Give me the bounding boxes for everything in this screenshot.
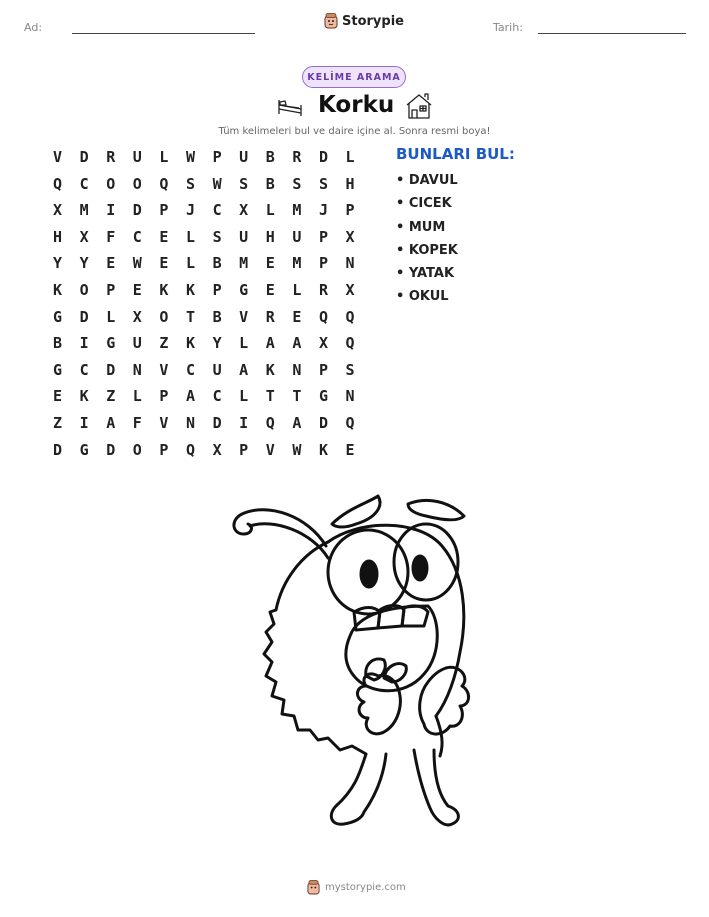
grid-letter[interactable]: D — [318, 413, 328, 432]
grid-letter[interactable]: W — [132, 254, 142, 273]
grid-letter[interactable]: E — [265, 254, 275, 273]
grid-letter[interactable]: U — [132, 148, 142, 166]
grid-letter[interactable]: Q — [53, 174, 63, 193]
grid-letter[interactable]: X — [345, 280, 355, 299]
grid-letter[interactable]: T — [265, 387, 275, 406]
grid-letter[interactable]: B — [212, 307, 222, 326]
grid-letter[interactable]: S — [292, 174, 302, 193]
page-title: Korku — [318, 92, 395, 118]
grid-letter[interactable]: K — [53, 280, 63, 299]
grid-letter[interactable]: J — [185, 201, 195, 220]
word-list — [396, 172, 458, 312]
grid-letter[interactable]: V — [53, 148, 63, 166]
grid-letter[interactable]: A — [106, 413, 116, 432]
grid-letter[interactable]: M — [292, 254, 302, 273]
grid-letter[interactable]: H — [53, 227, 63, 246]
grid-letter[interactable]: K — [159, 280, 169, 299]
grid-letter[interactable]: P — [212, 280, 222, 299]
grid-letter[interactable]: B — [265, 148, 275, 166]
grid-letter[interactable]: L — [159, 148, 169, 166]
grid-letter[interactable]: D — [53, 440, 63, 459]
grid-letter[interactable]: Q — [345, 334, 355, 353]
grid-letter[interactable]: E — [265, 280, 275, 299]
grid-letter[interactable]: V — [239, 307, 249, 326]
grid-letter[interactable]: M — [292, 201, 302, 220]
grid-letter[interactable]: P — [239, 440, 249, 459]
grid-letter[interactable]: Q — [345, 307, 355, 326]
grid-letter[interactable]: P — [212, 148, 222, 166]
bed-icon — [276, 95, 304, 119]
grid-letter[interactable]: D — [318, 148, 328, 166]
grid-letter[interactable]: L — [292, 280, 302, 299]
grid-letter[interactable]: V — [265, 440, 275, 459]
grid-letter[interactable]: S — [212, 227, 222, 246]
date-label: Tarih: — [493, 21, 523, 34]
grid-letter[interactable]: M — [79, 201, 89, 220]
grid-letter[interactable]: D — [79, 148, 89, 166]
word-list-title: BUNLARI BUL: — [396, 145, 515, 163]
name-input-line[interactable] — [72, 33, 255, 34]
grid-letter[interactable]: G — [239, 280, 249, 299]
grid-letter[interactable]: U — [292, 227, 302, 246]
grid-letter[interactable]: X — [345, 227, 355, 246]
grid-letter[interactable]: L — [185, 227, 195, 246]
grid-letter[interactable]: Q — [345, 413, 355, 432]
grid-letter[interactable]: O — [159, 307, 169, 326]
grid-letter[interactable]: L — [185, 254, 195, 273]
grid-letter[interactable]: E — [292, 307, 302, 326]
grid-letter[interactable]: L — [265, 201, 275, 220]
grid-letter[interactable]: R — [106, 148, 116, 166]
grid-letter[interactable]: S — [239, 174, 249, 193]
grid-letter[interactable]: A — [292, 413, 302, 432]
word-list-item: • MUM — [396, 219, 446, 235]
storypie-mascot-icon — [324, 13, 338, 29]
grid-letter[interactable]: A — [292, 334, 302, 353]
instructions-text: Tüm kelimeleri bul ve daire içine al. Sonra resmi boya! — [218, 126, 491, 137]
brand-name: Storypie — [342, 13, 404, 29]
grid-letter[interactable]: C — [79, 174, 89, 193]
grid-letter[interactable]: Q — [318, 307, 328, 326]
grid-letter[interactable]: D — [79, 307, 89, 326]
grid-letter[interactable]: G — [79, 440, 89, 459]
grid-letter[interactable]: P — [159, 387, 169, 406]
scared-monster-illustration[interactable] — [228, 488, 488, 858]
grid-letter[interactable]: F — [106, 227, 116, 246]
grid-letter[interactable]: T — [292, 387, 302, 406]
grid-letter[interactable]: C — [79, 360, 89, 379]
grid-letter[interactable]: P — [106, 280, 116, 299]
grid-letter[interactable]: L — [106, 307, 116, 326]
grid-letter[interactable]: C — [212, 201, 222, 220]
grid-letter[interactable]: U — [239, 227, 249, 246]
grid-letter[interactable]: S — [185, 174, 195, 193]
grid-letter[interactable]: D — [106, 440, 116, 459]
grid-letter[interactable]: B — [265, 174, 275, 193]
grid-letter[interactable]: M — [239, 254, 249, 273]
storypie-mascot-icon — [307, 880, 320, 895]
grid-letter[interactable]: N — [292, 360, 302, 379]
brand-logo — [324, 13, 404, 29]
grid-letter[interactable]: K — [265, 360, 275, 379]
grid-letter[interactable]: K — [79, 387, 89, 406]
grid-letter[interactable]: N — [345, 387, 355, 406]
grid-letter[interactable]: B — [212, 254, 222, 273]
footer — [307, 880, 406, 895]
grid-letter[interactable]: L — [239, 334, 249, 353]
word-list-item: • YATAK — [396, 266, 455, 282]
grid-letter[interactable]: X — [53, 201, 63, 220]
grid-letter[interactable]: E — [53, 387, 63, 406]
grid-letter[interactable]: E — [159, 254, 169, 273]
grid-letter[interactable]: K — [185, 280, 195, 299]
grid-letter[interactable]: U — [212, 360, 222, 379]
word-list-item: • DAVUL — [396, 173, 458, 188]
grid-letter[interactable]: T — [185, 307, 195, 326]
grid-letter[interactable]: H — [265, 227, 275, 246]
grid-letter[interactable]: I — [79, 413, 89, 432]
grid-letter[interactable]: W — [185, 148, 195, 166]
grid-letter[interactable]: R — [318, 280, 328, 299]
footer-site-link[interactable]: mystorypie.com — [325, 882, 406, 893]
grid-letter[interactable]: B — [53, 334, 63, 353]
grid-letter[interactable]: K — [185, 334, 195, 353]
word-search-grid[interactable] — [53, 148, 372, 467]
grid-letter[interactable]: D — [212, 413, 222, 432]
grid-letter[interactable]: X — [318, 334, 328, 353]
grid-letter[interactable]: D — [106, 360, 116, 379]
grid-letter[interactable]: O — [79, 280, 89, 299]
grid-letter[interactable]: Q — [185, 440, 195, 459]
grid-letter[interactable]: G — [318, 387, 328, 406]
grid-letter[interactable]: H — [345, 174, 355, 193]
grid-letter[interactable]: U — [239, 148, 249, 166]
grid-letter[interactable]: S — [345, 360, 355, 379]
grid-letter[interactable]: N — [132, 360, 142, 379]
grid-letter[interactable]: A — [185, 387, 195, 406]
grid-letter[interactable]: C — [212, 387, 222, 406]
grid-letter[interactable]: Z — [53, 413, 63, 432]
word-list-item: • KOPEK — [396, 242, 458, 258]
grid-letter[interactable]: X — [239, 201, 249, 220]
grid-letter[interactable]: Y — [53, 254, 63, 273]
grid-letter[interactable]: L — [239, 387, 249, 406]
grid-letter[interactable]: V — [159, 413, 169, 432]
grid-letter[interactable]: K — [318, 440, 328, 459]
grid-letter[interactable]: C — [185, 360, 195, 379]
grid-letter[interactable]: V — [159, 360, 169, 379]
grid-letter[interactable]: I — [79, 334, 89, 353]
grid-letter[interactable]: N — [185, 413, 195, 432]
grid-letter[interactable]: S — [318, 174, 328, 193]
grid-letter[interactable]: P — [318, 227, 328, 246]
grid-letter[interactable]: L — [345, 148, 355, 166]
grid-letter[interactable]: I — [239, 413, 249, 432]
grid-letter[interactable]: E — [132, 280, 142, 299]
grid-letter[interactable]: L — [132, 387, 142, 406]
grid-letter[interactable]: J — [318, 201, 328, 220]
word-list-item: • CICEK — [396, 196, 452, 212]
worksheet-type-badge: KELİME ARAMA — [302, 66, 406, 88]
grid-letter[interactable]: Z — [159, 334, 169, 353]
grid-letter[interactable]: X — [212, 440, 222, 459]
grid-letter[interactable]: F — [132, 413, 142, 432]
grid-letter[interactable]: Y — [79, 254, 89, 273]
grid-letter[interactable]: A — [239, 360, 249, 379]
date-input-line[interactable] — [538, 33, 686, 34]
grid-letter[interactable]: P — [318, 254, 328, 273]
grid-letter[interactable]: N — [345, 254, 355, 273]
grid-letter[interactable]: Z — [106, 387, 116, 406]
grid-letter[interactable]: E — [345, 440, 355, 459]
grid-letter[interactable]: Q — [265, 413, 275, 432]
grid-letter[interactable]: C — [132, 227, 142, 246]
word-list-item: • OKUL — [396, 289, 449, 305]
grid-letter[interactable]: W — [292, 440, 302, 459]
grid-letter[interactable]: P — [345, 201, 355, 220]
name-label: Ad: — [24, 21, 43, 34]
grid-letter[interactable]: P — [159, 440, 169, 459]
grid-letter[interactable]: I — [106, 201, 116, 220]
grid-letter[interactable]: E — [106, 254, 116, 273]
grid-letter[interactable]: X — [79, 227, 89, 246]
grid-letter[interactable]: R — [292, 148, 302, 166]
grid-letter[interactable]: A — [265, 334, 275, 353]
grid-letter[interactable]: Y — [212, 334, 222, 353]
grid-letter[interactable]: G — [53, 360, 63, 379]
grid-letter[interactable]: W — [212, 174, 222, 193]
house-icon — [404, 92, 434, 120]
grid-letter[interactable]: G — [106, 334, 116, 353]
grid-letter[interactable]: X — [132, 307, 142, 326]
grid-letter[interactable]: O — [132, 440, 142, 459]
grid-letter[interactable]: U — [132, 334, 142, 353]
grid-letter[interactable]: O — [132, 174, 142, 193]
grid-letter[interactable]: E — [159, 227, 169, 246]
grid-letter[interactable]: O — [106, 174, 116, 193]
grid-letter[interactable]: P — [159, 201, 169, 220]
grid-letter[interactable]: R — [265, 307, 275, 326]
grid-letter[interactable]: G — [53, 307, 63, 326]
grid-letter[interactable]: Q — [159, 174, 169, 193]
grid-letter[interactable]: D — [132, 201, 142, 220]
grid-letter[interactable]: P — [318, 360, 328, 379]
